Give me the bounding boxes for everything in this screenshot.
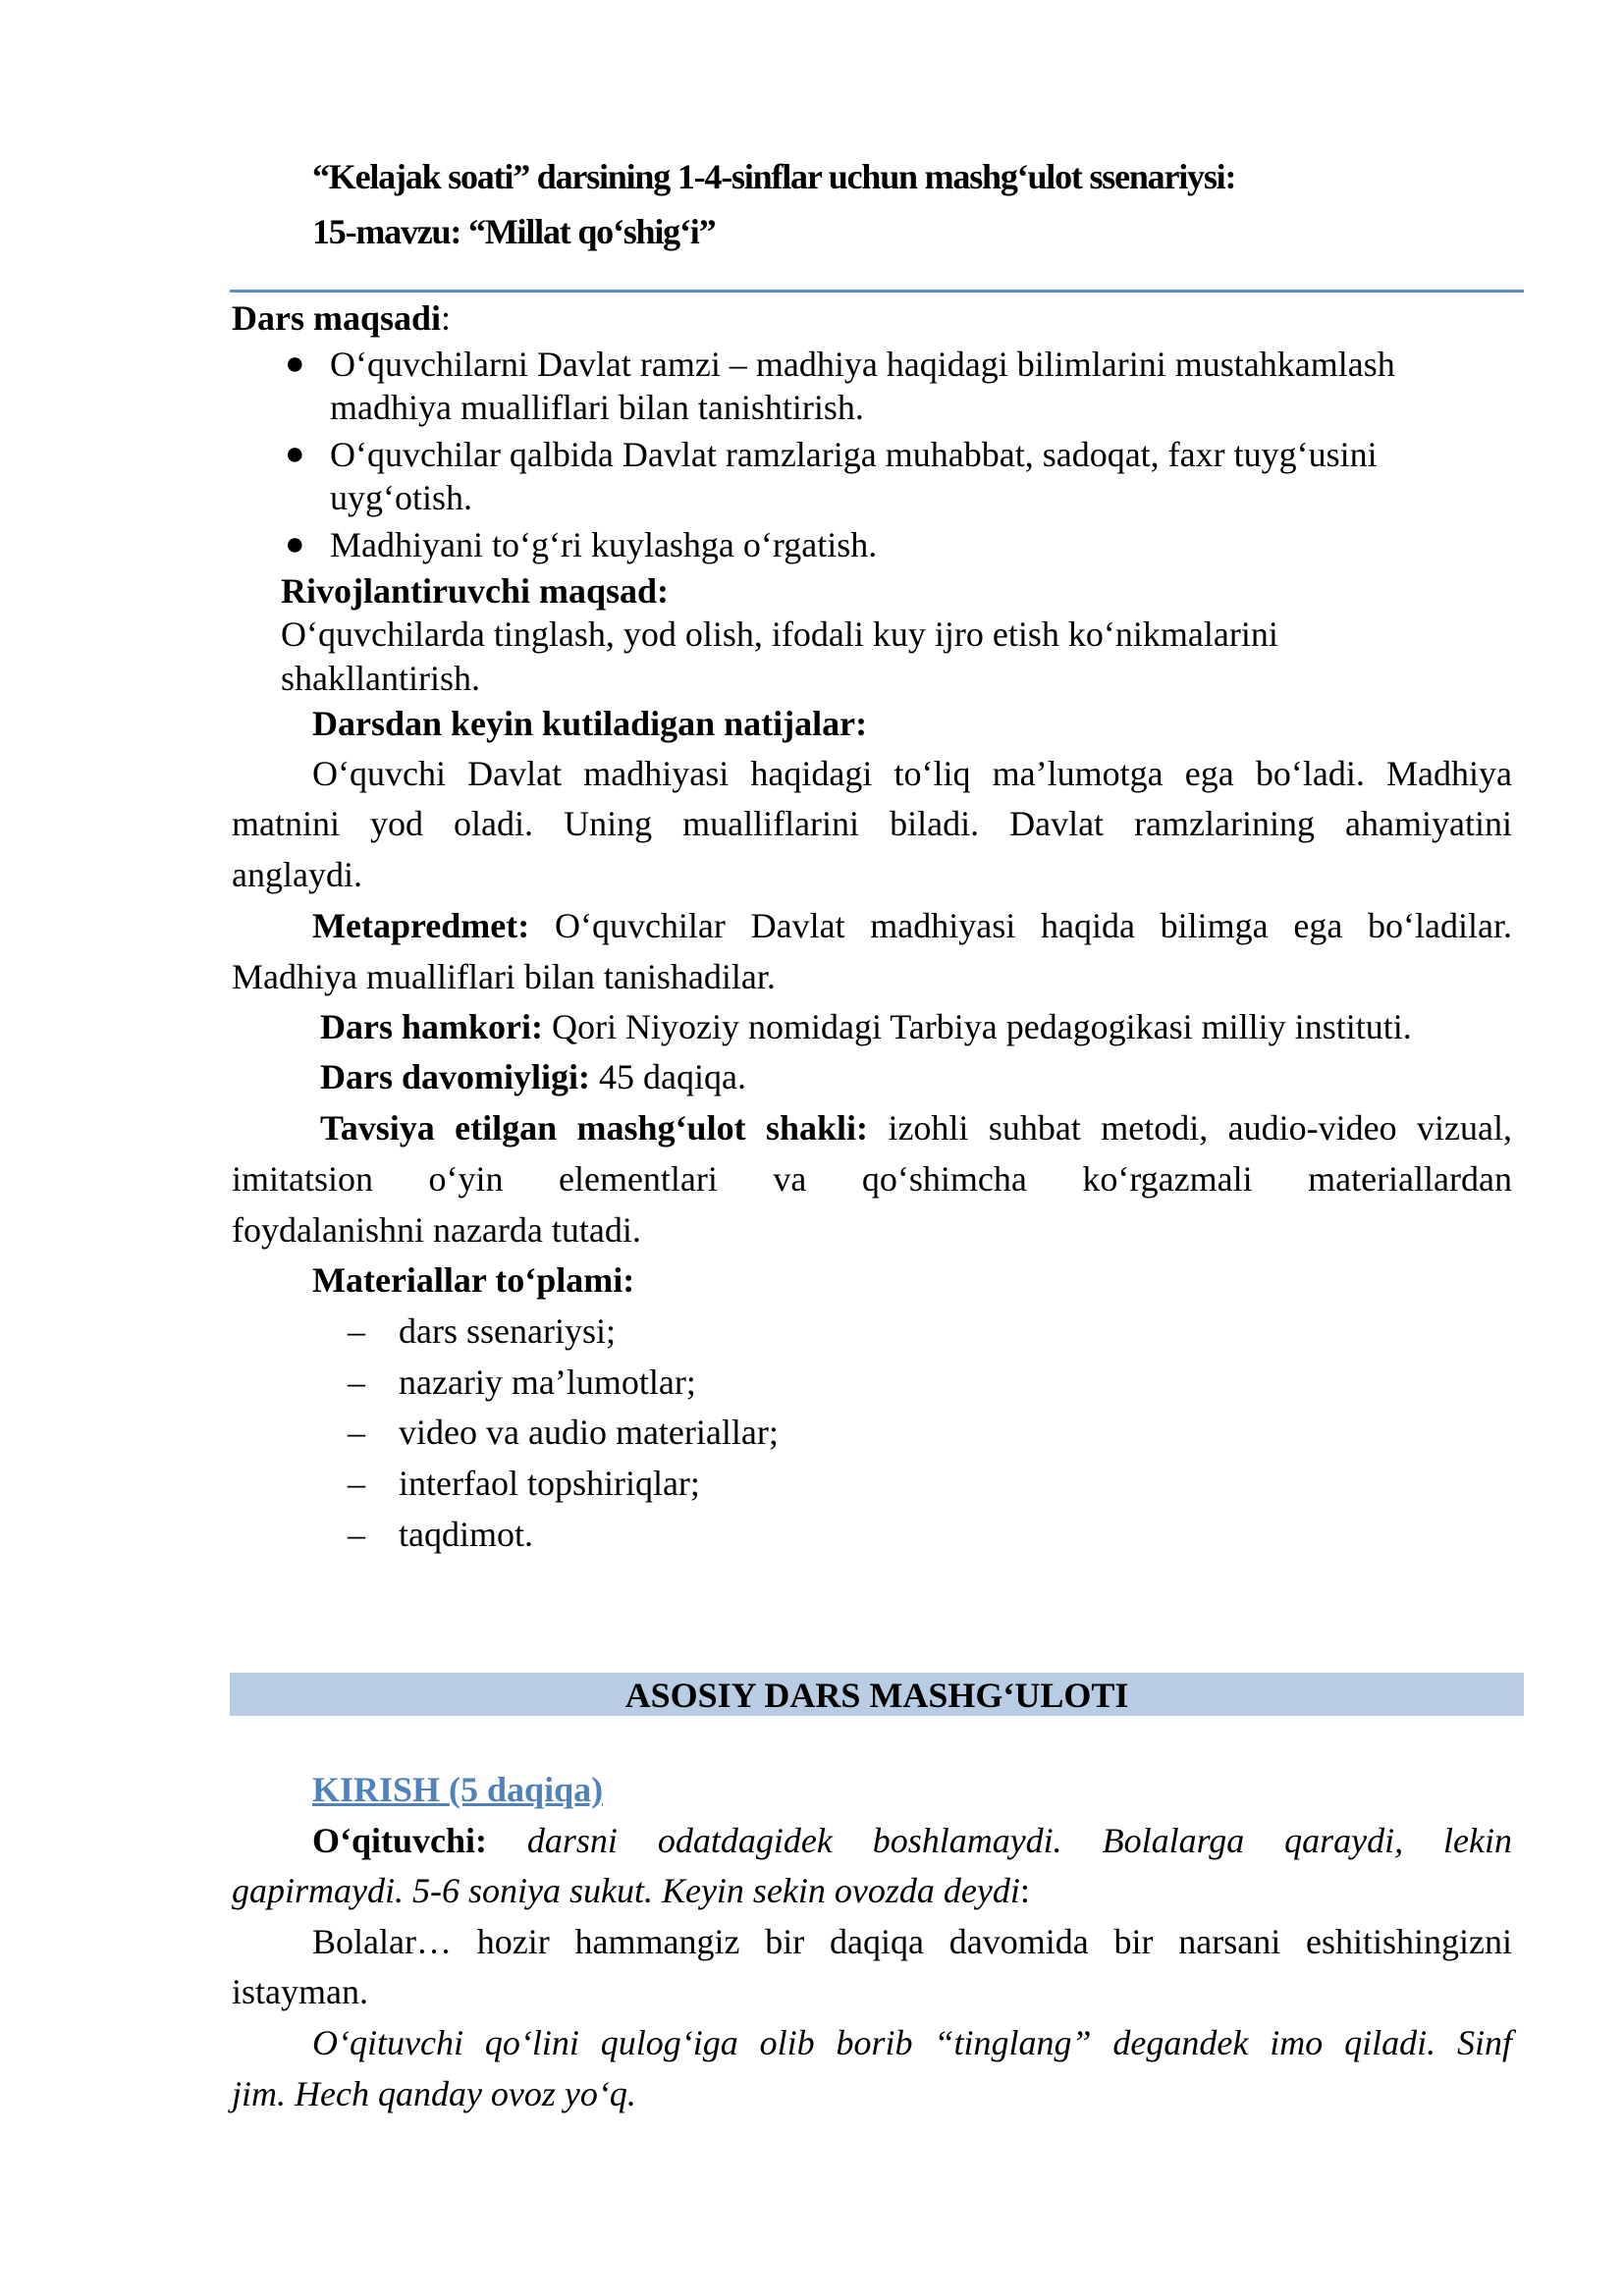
dash-marker: – <box>348 1311 365 1351</box>
bullet-icon: ● <box>285 526 305 562</box>
teacher-action: O‘qituvchi qo‘lini qulog‘iga olib borib “tinglang” degandek imo qiladi. Sinf <box>312 2023 1512 2062</box>
intro-heading: KIRISH (5 daqiqa) <box>312 1770 604 1809</box>
document-title: “Kelajak soati” darsining 1-4-sinflar uchun mashg‘ulot ssenariysi: <box>312 157 1236 196</box>
lesson-topic: 15-mavzu: “Millat qo‘shig‘i” <box>312 212 716 251</box>
developing-text-cont: shakllantirish. <box>281 659 480 698</box>
results-text-end: anglaydi. <box>232 855 362 894</box>
lesson-partner: Dars hamkori: Qori Niyoziy nomidagi Tarbiya pedagogikasi milliy instituti. <box>320 1007 1412 1046</box>
teacher-speech: Bolalar… hozir hammangiz bir daqiqa davomida bir narsani eshitishingizni <box>312 1922 1512 1961</box>
goal-item-3: Madhiyani to‘g‘ri kuylashga o‘rgatish. <box>330 525 878 564</box>
lesson-form-cont: imitatsion o‘yin elementlari va qo‘shimcha ko‘rgazmali materiallardan <box>232 1159 1512 1199</box>
dash-marker: – <box>348 1413 365 1452</box>
material-item: dars ssenariysi; <box>399 1311 616 1351</box>
material-item: interfaol topshiriqlar; <box>399 1464 700 1503</box>
material-item: taqdimot. <box>399 1515 533 1554</box>
title-divider <box>230 290 1524 293</box>
goal-item-1: O‘quvchilarni Davlat ramzi – madhiya haqidagi bilimlarini mustahkamlash <box>330 345 1395 384</box>
results-heading: Darsdan keyin kutiladigan natijalar: <box>312 704 868 743</box>
material-item: video va audio materiallar; <box>399 1413 779 1452</box>
teacher-speech-cont: istayman. <box>232 1972 368 2011</box>
dash-marker: – <box>348 1362 365 1402</box>
goal-item-2-cont: uyg‘otish. <box>330 478 473 517</box>
goal-item-1-cont: madhiya mualliflari bilan tanishtirish. <box>330 388 864 427</box>
teacher-action-cont: jim. Hech qanday ovoz yo‘q. <box>232 2074 636 2113</box>
lesson-duration: Dars davomiyligi: 45 daqiqa. <box>320 1057 746 1096</box>
section-banner: ASOSIY DARS MASHG‘ULOTI <box>230 1673 1524 1716</box>
dash-marker: – <box>348 1515 365 1554</box>
metapredmet: Metapredmet: O‘quvchilar Davlat madhiyasi haqida bilimga ega bo‘ladilar. <box>312 906 1512 945</box>
teacher-note-cont: gapirmaydi. 5-6 soniya sukut. Keyin sekin ovozda deydi: <box>232 1871 1030 1910</box>
materials-heading: Materiallar to‘plami: <box>312 1260 635 1300</box>
goal-item-2: O‘quvchilar qalbida Davlat ramzlariga muhabbat, sadoqat, faxr tuyg‘usini <box>330 435 1378 474</box>
bullet-icon: ● <box>285 346 305 382</box>
lesson-form: Tavsiya etilgan mashg‘ulot shakli: izohli suhbat metodi, audio-video vizual, <box>320 1108 1512 1148</box>
results-text-cont: matnini yod oladi. Uning mualliflarini biladi. Davlat ramzlarining ahamiyatini <box>232 804 1512 843</box>
lesson-form-end: foydalanishni nazarda tutadi. <box>232 1210 641 1250</box>
metapredmet-cont: Madhiya mualliflari bilan tanishadilar. <box>232 957 776 996</box>
material-item: nazariy ma’lumotlar; <box>399 1362 696 1402</box>
bullet-icon: ● <box>285 436 305 472</box>
results-text: O‘quvchi Davlat madhiyasi haqidagi to‘liq ma’lumotga ega bo‘ladi. Madhiya <box>312 754 1512 793</box>
teacher-note: O‘qituvchi: darsni odatdagidek boshlamaydi. Bolalarga qaraydi, lekin <box>312 1821 1512 1860</box>
developing-text: O‘quvchilarda tinglash, yod olish, ifodali kuy ijro etish ko‘nikmalarini <box>281 614 1278 654</box>
goals-heading: Dars maqsadi: <box>232 298 452 338</box>
dash-marker: – <box>348 1464 365 1503</box>
developing-heading: Rivojlantiruvchi maqsad: <box>281 571 670 611</box>
